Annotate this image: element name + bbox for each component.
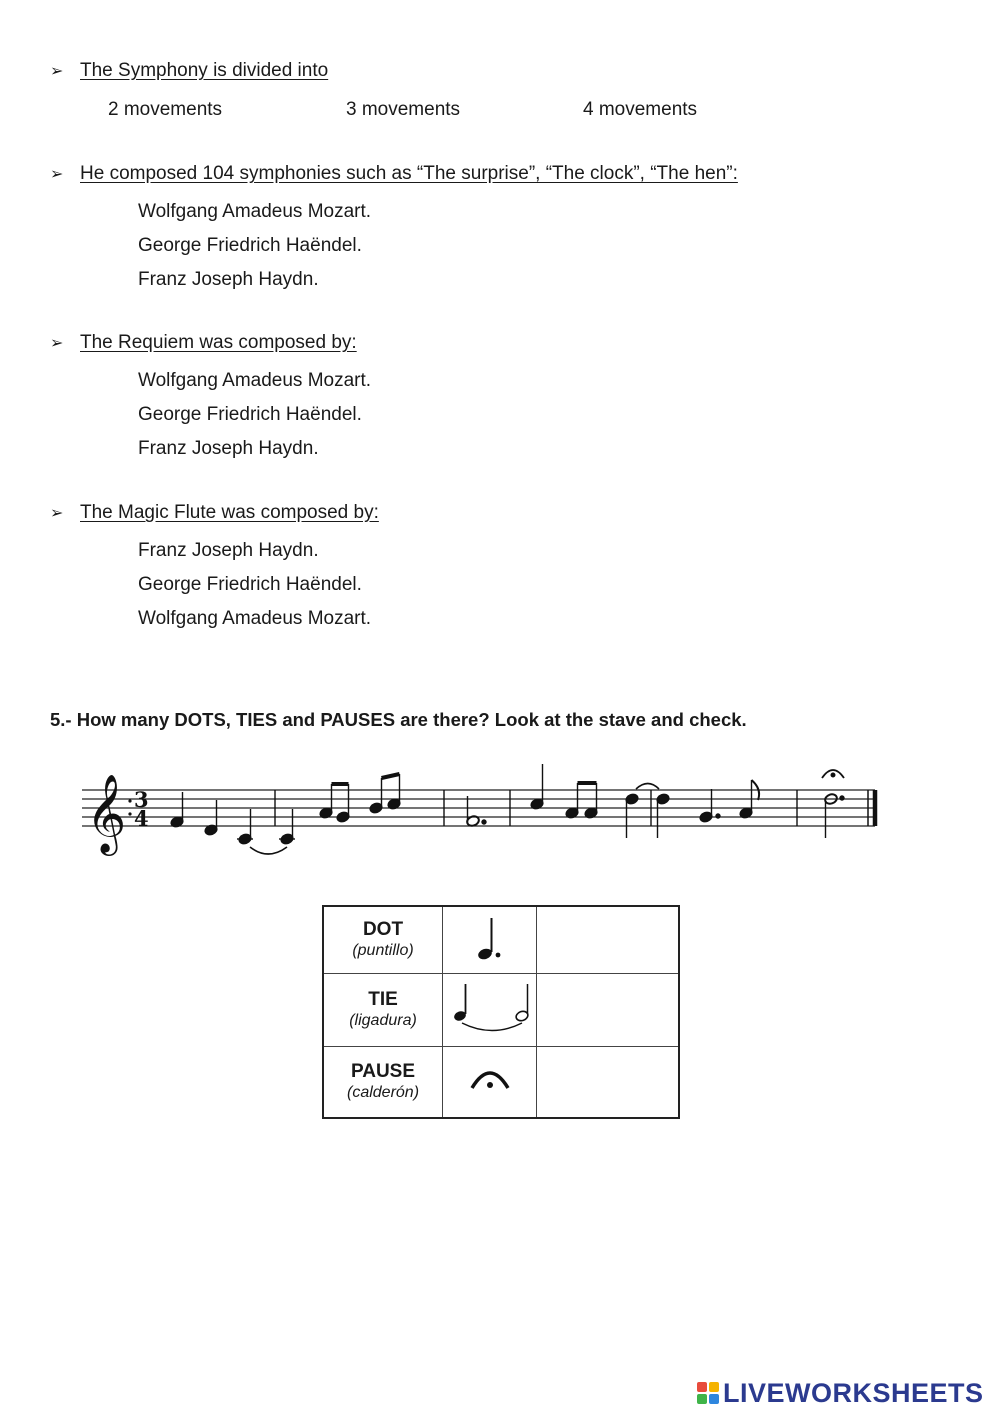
option[interactable]: 3 movements xyxy=(346,99,461,120)
option[interactable]: Franz Joseph Haydn. xyxy=(138,540,319,561)
symbol-label-cell xyxy=(323,974,443,1047)
logo-block xyxy=(697,1394,707,1404)
fermata-icon xyxy=(443,1047,537,1119)
option[interactable]: George Friedrich Haëndel. xyxy=(138,574,362,595)
music-stave xyxy=(50,756,910,876)
option[interactable]: Wolfgang Amadeus Mozart. xyxy=(138,370,372,391)
option[interactable]: Franz Joseph Haydn. xyxy=(138,269,319,290)
option[interactable]: George Friedrich Haëndel. xyxy=(138,235,362,256)
pause-answer-cell[interactable] xyxy=(537,1047,680,1119)
question-text: The Magic Flute was composed by: xyxy=(80,502,379,523)
logo-block xyxy=(709,1382,719,1392)
logo-blocks-icon xyxy=(697,1382,719,1404)
question-4 xyxy=(50,502,379,524)
fermata-dot xyxy=(831,773,835,777)
liveworksheets-logo xyxy=(697,1376,984,1410)
tie-icon xyxy=(443,974,537,1047)
arrow-bullet-icon: ➢ xyxy=(50,166,64,183)
question-1 xyxy=(50,60,328,82)
section-5-heading: 5.- How many DOTS, TIES and PAUSES are there? Look at the stave and check. xyxy=(50,709,747,730)
dot xyxy=(840,796,844,800)
question-3 xyxy=(50,332,357,354)
dotted-note-icon xyxy=(443,906,537,974)
dot-answer-cell[interactable] xyxy=(537,906,680,974)
logo-text: LIVEWORKSHEETS xyxy=(723,1377,984,1408)
tie-answer-cell[interactable] xyxy=(537,974,680,1047)
symbol-label-cell xyxy=(323,1047,443,1119)
table-row xyxy=(323,1047,679,1119)
option[interactable]: Wolfgang Amadeus Mozart. xyxy=(138,608,372,629)
question-text: The Symphony is divided into xyxy=(80,60,329,81)
time-signature-bottom: 4 xyxy=(134,806,149,831)
treble-clef-icon: 𝄞 xyxy=(86,774,127,853)
question-2 xyxy=(50,163,738,185)
table-row xyxy=(323,906,679,974)
logo-block xyxy=(697,1382,707,1392)
symbol-subtitle: (ligadura) xyxy=(349,1012,417,1029)
dot xyxy=(482,820,486,824)
question-text: He composed 104 symphonies such as “The surprise”, “The clock”, “The hen”: xyxy=(80,163,738,184)
option[interactable]: Franz Joseph Haydn. xyxy=(138,438,319,459)
arrow-bullet-icon: ➢ xyxy=(50,505,64,522)
arrow-bullet-icon: ➢ xyxy=(50,335,64,352)
symbol-label-cell xyxy=(323,906,443,974)
symbol-name: TIE xyxy=(368,989,398,1010)
symbol-name: PAUSE xyxy=(350,1061,416,1082)
symbols-table xyxy=(322,905,680,1119)
option[interactable]: 4 movements xyxy=(583,99,698,120)
tie-arc xyxy=(636,784,659,790)
time-signature-top: 3 xyxy=(134,787,149,812)
option[interactable]: George Friedrich Haëndel. xyxy=(138,404,362,425)
arrow-bullet-icon: ➢ xyxy=(50,63,64,80)
symbol-name: DOT xyxy=(362,919,404,940)
logo-block xyxy=(709,1394,719,1404)
table-row xyxy=(323,974,679,1047)
question-text: The Requiem was composed by: xyxy=(80,332,357,353)
dot xyxy=(716,814,720,818)
tie-arc xyxy=(250,847,287,854)
symbol-subtitle: (puntillo) xyxy=(352,942,414,959)
symbol-subtitle: (calderón) xyxy=(346,1084,420,1101)
option[interactable]: 2 movements xyxy=(108,99,223,120)
option[interactable]: Wolfgang Amadeus Mozart. xyxy=(138,201,372,222)
